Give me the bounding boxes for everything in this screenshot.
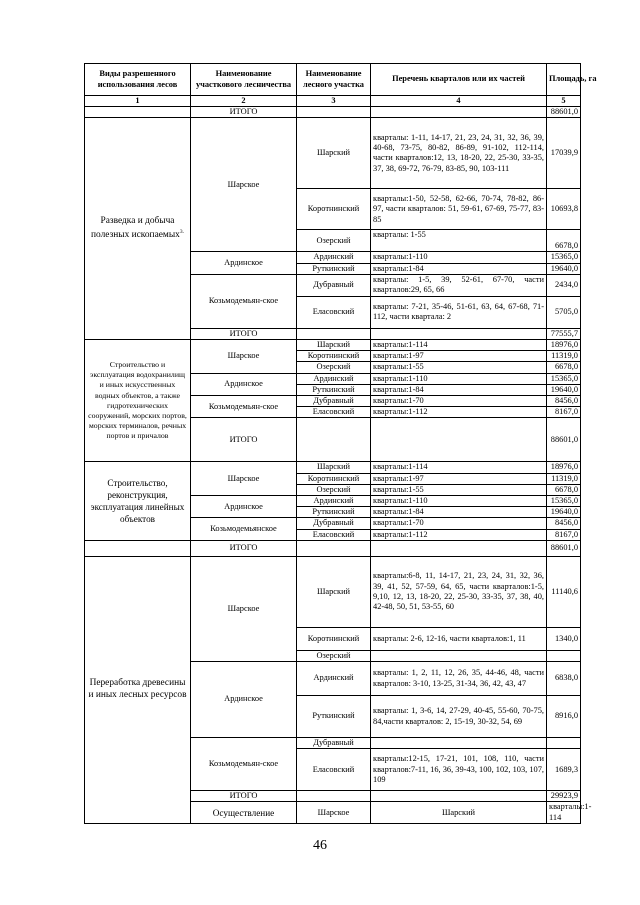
total-area: 88601,0 [547,418,581,462]
forest-plot-name: Коротнинский [297,189,371,230]
forest-plot-name: Ардинский [297,496,371,507]
forest-plot-name: Дубравный [297,274,371,296]
area-value: 1340,0 [547,627,581,650]
forestry-name: Шарское [191,340,297,374]
forest-plot-name: Ардинский [297,252,371,263]
itogo-label: ИТОГО [191,107,297,118]
quarters-list: кварталы:1-97 [371,473,547,484]
forest-plot-name: Шарский [297,340,371,351]
area-value: 8167,0 [547,407,581,418]
forestry-name: Козьмодемьян-ское [191,738,297,791]
area-value: 8167,0 [547,529,581,540]
area-value: 11319,0 [547,473,581,484]
forestry-name: Шарское [297,802,371,823]
forestry-name: Козьмодемьянское [191,518,297,540]
area-value: 15365,0 [547,252,581,263]
use-type-text: Строительство, реконструкция, эксплуатация линейных объектов [85,462,191,540]
area-value: 18976,0 [547,462,581,473]
forest-plot-name: Шарский [371,802,547,823]
header-forest-plot: Наименование лесного участка [297,64,371,96]
table-row [85,462,581,473]
column-number: 1 [85,96,191,107]
quarters-list: кварталы: 7-21, 35-46, 51-61, 63, 64, 67-68, 71- 112, части квартала: 2 [371,296,547,328]
quarters-list: кварталы:1-110 [371,496,547,507]
forestry-name: Шарское [191,462,297,496]
quarters-list: кварталы:1-55 [371,484,547,495]
quarters-list: кварталы:1-114 [371,340,547,351]
area-value: 19640,0 [547,263,581,274]
header-area: Площадь, га [547,64,581,96]
forest-plot-name: Еласовский [297,749,371,791]
header-forestry: Наименование участкового лесничества [191,64,297,96]
use-type-text: Строительство и эксплуатация водохранилищ и иных искусственных водных объектов, а также гидротехнических сооружений, морских портов, морских терминалов, речных портов и причалов [85,340,191,462]
forestry-name: Ардинское [191,496,297,518]
area-value: 8456,0 [547,518,581,529]
quarters-list: кварталы:1-84 [371,384,547,395]
quarters-list: кварталы:12-15, 17-21, 101, 108, 110, части кварталов:7-11, 16, 36, 39-43, 100, 102, 103, 107, 109 [371,749,547,791]
forest-plot-name: Еласовский [297,296,371,328]
forest-plot-name: Коротнинский [297,351,371,362]
table-header-row [85,64,581,96]
area-value: 15365,0 [547,496,581,507]
itogo-label: ИТОГО [191,328,297,339]
area-value: 6678,0 [547,362,581,373]
column-number-row [85,96,581,107]
total-area: 88601,0 [547,540,581,556]
area-value: 19640,0 [547,507,581,518]
quarters-list: кварталы:6-8, 11, 14-17, 21, 23, 24, 31, 32, 36, 39, 41, 52, 57-59, 64, 65, части кварталов:1-5, 9,10, 12, 13, 18-20, 22, 25-30, 33-35, 37, 38, 40, 42-48, 50, 51, 53-55, 60 [371,556,547,627]
forestry-name: Ардинское [191,373,297,395]
forest-plot-name: Еласовский [297,407,371,418]
quarters-list: кварталы: 1-5, 39, 52-61, 67-70, части кварталов:29, 65, 66 [371,274,547,296]
forest-plot-name: Еласовский [297,529,371,540]
page-number: 46 [313,838,327,853]
table-row [85,107,581,118]
area-value: 6678,0 [547,230,581,252]
forest-plot-name: Коротнинский [297,473,371,484]
quarters-list: кварталы:1-70 [371,518,547,529]
forest-plot-name: Руткинский [297,507,371,518]
forest-plot-name: Руткинский [297,263,371,274]
quarters-list: кварталы: 1-55 [371,230,547,252]
table-row [85,118,581,189]
area-value: 1689,3 [547,749,581,791]
area-value: 6678,0 [547,484,581,495]
forest-plot-name: Дубравный [297,396,371,407]
area-value: 10693,8 [547,189,581,230]
area-value: 8456,0 [547,396,581,407]
quarters-list: кварталы:1-84 [371,263,547,274]
area-value: 6838,0 [547,662,581,696]
quarters-list: кварталы:1-114 [547,802,581,823]
total-area: 77555,7 [547,328,581,339]
forest-plot-name: Озерский [297,230,371,252]
forest-plot-name: Шарский [297,118,371,189]
forestry-name: Шарское [191,118,297,252]
forest-plot-name: Коротнинский [297,627,371,650]
itogo-label: ИТОГО [191,418,297,462]
forest-plot-name: Дубравный [297,738,371,749]
forestry-name: Козьмодемьян-ское [191,396,297,418]
area-value: 15365,0 [547,373,581,384]
quarters-list: кварталы:1-70 [371,396,547,407]
table-row [85,540,581,556]
total-area: 29923,9 [547,791,581,802]
forest-plot-name: Ардинский [297,662,371,696]
footnote-mark: 3. [179,229,184,236]
forestry-name: Шарское [191,556,297,661]
area-value: 17039,9 [547,118,581,189]
itogo-label: ИТОГО [191,540,297,556]
area-value: 2434,0 [547,274,581,296]
quarters-list: кварталы:1-110 [371,252,547,263]
forest-plot-name: Шарский [297,556,371,627]
table-row [85,556,581,627]
use-type-text: Переработка древесины и иных лесных ресурсов [85,556,191,823]
header-quarters: Перечень кварталов или их частей [371,64,547,96]
forest-use-table [84,63,597,824]
area-value: 19640,0 [547,384,581,395]
forest-plot-name: Руткинский [297,384,371,395]
quarters-list: кварталы: 2-6, 12-16, части кварталов:1, 11 [371,627,547,650]
use-type-text: Разведка и добыча полезных ископаемых [91,215,180,241]
quarters-list: кварталы:1-84 [371,507,547,518]
forestry-name: Ардинское [191,252,297,274]
area-value: 18976,0 [547,340,581,351]
forest-plot-name: Ардинский [297,373,371,384]
quarters-list: кварталы: 1, 3-6, 14, 27-29, 40-45, 55-60, 70-75, 84,части кварталов: 2, 15-19, 30-32, 54, 69 [371,696,547,738]
use-type-text: Осуществление [191,802,297,823]
area-value: 11319,0 [547,351,581,362]
quarters-list: кварталы:1-112 [371,407,547,418]
forest-plot-name: Дубравный [297,518,371,529]
forestry-name: Козьмодемьян-ское [191,274,297,328]
quarters-list: кварталы:1-110 [371,373,547,384]
area-value: 5705,0 [547,296,581,328]
forest-plot-name: Озерский [297,484,371,495]
quarters-list: кварталы:1-97 [371,351,547,362]
forestry-name: Ардинское [191,662,297,738]
forest-plot-name: Озерский [297,362,371,373]
area-value: 11140,6 [547,556,581,627]
forest-plot-name: Шарский [297,462,371,473]
quarters-list: кварталы: 1, 2, 11, 12, 26, 35, 44-46, 48, части кварталов: 3-10, 13-25, 31-34, 36, 42, 43, 47 [371,662,547,696]
column-number: 3 [297,96,371,107]
table-row [85,340,581,351]
column-number: 5 [547,96,581,107]
use-type-cell [85,118,191,340]
column-number: 4 [371,96,547,107]
header-use-type: Виды разрешенного использования лесов [85,64,191,96]
area-value: 8916,0 [547,696,581,738]
forest-plot-name: Руткинский [297,696,371,738]
quarters-list: кварталы:1-114 [371,462,547,473]
itogo-label: ИТОГО [191,791,297,802]
quarters-list: кварталы: 1-11, 14-17, 21, 23, 24, 31, 32, 36, 39, 40-68, 73-75, 80-82, 86-89, 91-102, 112-114, части кварталов:12, 13, 18-20, 22, 25-30, 33-35, 37, 38, 69-72, 76-79, 83-85, 90, 103-111 [371,118,547,189]
forest-plot-name: Озерский [297,650,371,661]
column-number: 2 [191,96,297,107]
quarters-list: кварталы:1-112 [371,529,547,540]
quarters-list: кварталы:1-50, 52-58, 62-66, 70-74, 78-82, 86-97, части кварталов: 51, 59-61, 67-69, 75-77, 83-85 [371,189,547,230]
total-area: 88601,0 [547,107,581,118]
quarters-list: кварталы:1-55 [371,362,547,373]
